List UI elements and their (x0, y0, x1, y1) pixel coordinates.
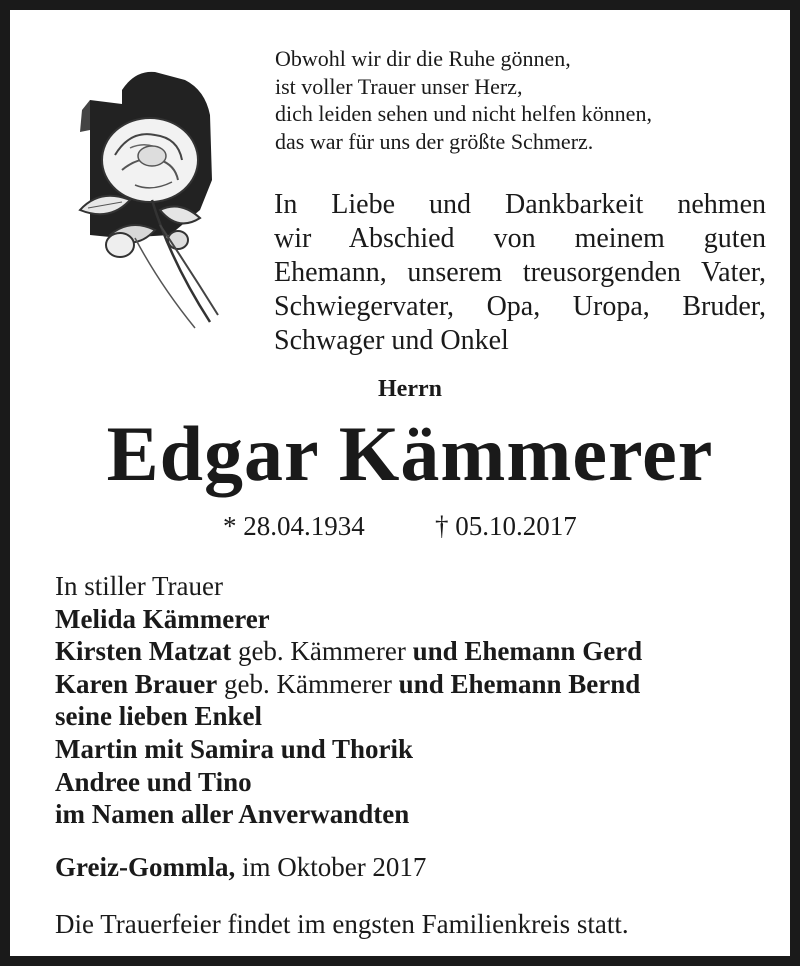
mourner-name: Karen Brauer (55, 668, 218, 699)
intro-line: Schwiegervater, Opa, Uropa, Bruder, (274, 291, 766, 322)
mourner-name: Kirsten Matzat (55, 636, 232, 667)
birth-date: * 28.04.1934 (223, 511, 365, 541)
intro-line: Ehemann, unserem treusorgenden Vater, (274, 257, 766, 288)
place-date (55, 851, 426, 883)
mourners-intro: In stiller Trauer (55, 571, 223, 601)
mourner-nee: geb. Kämmerer (223, 668, 392, 699)
poem-line: ist voller Trauer unser Herz, (275, 73, 523, 99)
mourner-nee: geb. Kämmerer (237, 636, 406, 667)
poem-line: dich leiden sehen und nicht helfen können, (275, 101, 652, 126)
intro-line: Schwager und Onkel (274, 325, 509, 356)
death-date: † 05.10.2017 (435, 511, 577, 541)
deceased-name: Edgar Kämmerer (106, 410, 714, 497)
mourner-line: im Namen aller Anverwandten (55, 799, 410, 830)
mourner-line (55, 668, 775, 701)
mourner-spouse: und Ehemann Bernd (398, 668, 641, 699)
mourner-line: seine lieben Enkel (55, 701, 263, 732)
rose-illustration-icon (60, 60, 230, 340)
place: Greiz-Gommla, (55, 852, 236, 882)
mourner-line: Martin mit Samira und Thorik (55, 733, 414, 764)
intro-line: wir Abschied von meinem guten (274, 223, 766, 254)
mourner-line: Andree und Tino (55, 766, 252, 797)
salutation: Herrn (378, 376, 442, 402)
mourners-list (55, 570, 775, 831)
mourner-line (55, 635, 775, 668)
intro-line: In Liebe und Dankbarkeit nehmen (274, 189, 766, 220)
mourner-line: Melida Kämmerer (55, 603, 270, 634)
poem (275, 45, 775, 155)
poem-line: das war für uns der größte Schmerz. (275, 128, 594, 154)
intro-text (274, 188, 766, 358)
poem-line: Obwohl wir dir die Ruhe gönnen, (275, 46, 571, 71)
funeral-note: Die Trauerfeier findet im engsten Familienkreis statt. (55, 909, 629, 939)
mourner-spouse: und Ehemann Gerd (412, 636, 643, 667)
date: im Oktober 2017 (241, 852, 427, 882)
